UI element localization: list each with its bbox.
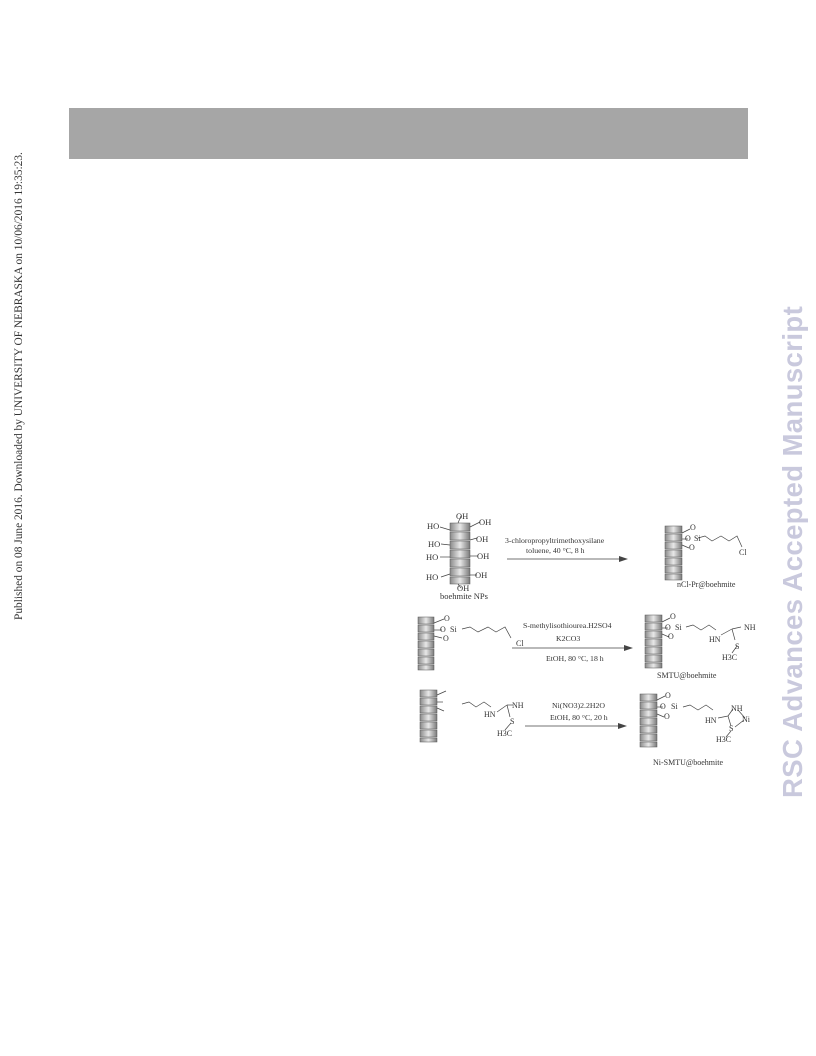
product3-o1: O [665, 691, 671, 700]
product2-label: SMTU@boehmite [657, 671, 717, 680]
product3-ni: Ni [742, 715, 750, 724]
publication-note: Published on 08 June 2016. Downloaded by UNIVERSITY OF NEBRASKA on 10/06/2016 19:35:23. [13, 152, 25, 620]
product1-o2: O [685, 534, 691, 543]
start3-h3c: H3C [497, 729, 513, 738]
product2-o1: O [670, 612, 676, 621]
step3-conditions: EtOH, 80 °C, 20 h [550, 713, 608, 722]
boehmite-oh-4: OH [476, 534, 489, 544]
step2-base: K2CO3 [556, 634, 581, 643]
step2-arrow [512, 645, 633, 651]
product3-label: Ni-SMTU@boehmite [653, 758, 724, 767]
boehmite-oh-8: OH [475, 570, 488, 580]
boehmite-oh-2: OH [479, 517, 492, 527]
product1-o3: O [689, 543, 695, 552]
boehmite-oh-10: OH [457, 583, 470, 593]
product1-o1: O [690, 523, 696, 532]
product3-o3: O [664, 712, 670, 721]
product1-label: nCl-Pr@boehmite [677, 580, 736, 589]
boehmite-oh-6: OH [477, 551, 490, 561]
boehmite-oh-9: HO [426, 572, 439, 582]
product2-nh: NH [744, 623, 756, 632]
boehmite-nps-structure [440, 516, 480, 588]
start2-cl: Cl [516, 639, 524, 648]
product2-o2: O [665, 623, 671, 632]
product3-o2: O [660, 702, 666, 711]
product3-s: S [729, 724, 734, 733]
start2-o3: O [443, 634, 449, 643]
cl-pr-boehmite-start-structure [418, 617, 511, 670]
start3-s: S [510, 717, 515, 726]
product3-hn: HN [705, 716, 717, 725]
product2-si: Si [675, 623, 682, 632]
step3-arrow [525, 723, 627, 729]
product3-nh: NH [731, 704, 743, 713]
cl-pr-boehmite-structure [665, 526, 742, 580]
start3-hn: HN [484, 710, 496, 719]
product3-h3c: H3C [716, 735, 732, 744]
boehmite-oh-3: HO [427, 521, 440, 531]
boehmite-oh-5: HO [428, 539, 441, 549]
start2-o2: O [440, 625, 446, 634]
start2-si: Si [450, 625, 457, 634]
boehmite-oh-7: HO [426, 552, 439, 562]
step3-reagent: Ni(NO3)2.2H2O [552, 701, 606, 710]
step1-conditions: toluene, 40 °C, 8 h [526, 546, 585, 555]
boehmite-nps-label: boehmite NPs [440, 591, 488, 601]
boehmite-oh-1: OH [456, 511, 469, 521]
step1-arrow [507, 556, 628, 562]
step2-reagent: S-methylisothiourea.H2SO4 [523, 621, 612, 630]
start3-nh: NH [512, 701, 524, 710]
watermark: RSC Advances Accepted Manuscript [777, 305, 808, 798]
product2-s: S [735, 642, 740, 651]
product3-si: Si [671, 702, 678, 711]
product2-h3c: H3C [722, 653, 738, 662]
start2-o1: O [444, 614, 450, 623]
product2-hn: HN [709, 635, 721, 644]
step2-conditions: EtOH, 80 °C, 18 h [546, 654, 604, 663]
product1-cl: Cl [739, 548, 747, 557]
product1-si: Si [694, 534, 701, 543]
product2-o3: O [668, 632, 674, 641]
step1-reagent: 3-chloropropyltrimethoxysilane [505, 536, 605, 545]
